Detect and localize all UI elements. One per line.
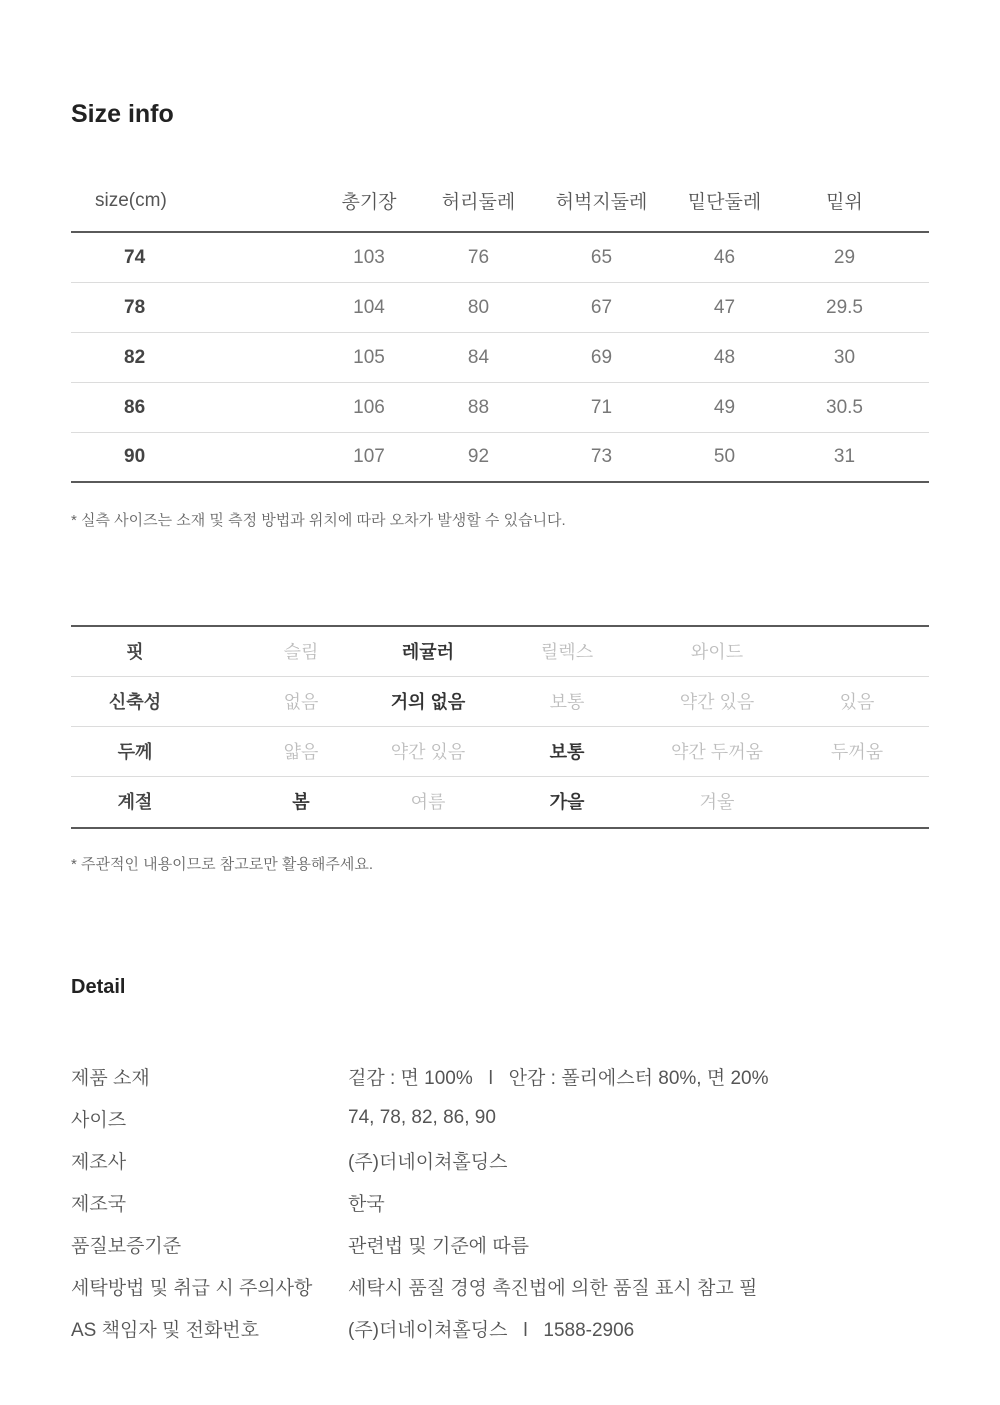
rise-value: 30.5	[826, 396, 863, 418]
detail-list	[71, 1055, 929, 1349]
hem-value: 49	[713, 396, 736, 418]
fit-option-selected: 레귤러	[401, 642, 455, 662]
detail-row-quality	[71, 1223, 929, 1265]
detail-value: (주)더네이쳐홀딩스 l 1588-2906	[348, 1319, 635, 1341]
table-row	[71, 433, 929, 483]
table-row	[71, 333, 929, 383]
waist-value: 76	[467, 246, 490, 268]
header-thigh: 허벅지둘레	[555, 192, 648, 213]
size-value: 86	[124, 396, 146, 418]
waist-value: 88	[467, 396, 490, 418]
total-length-value: 106	[353, 396, 385, 418]
size-note: * 실측 사이즈는 소재 및 측정 방법과 위치에 따라 오차가 발생할 수 있습니다.	[71, 512, 566, 529]
size-table	[71, 170, 929, 483]
season-option: 겨울	[699, 792, 735, 812]
stretch-option-selected: 거의 없음	[390, 692, 466, 712]
detail-value: (주)더네이쳐홀딩스	[348, 1151, 508, 1173]
thickness-option: 두꺼움	[830, 742, 884, 762]
detail-key: 제조국	[71, 1193, 127, 1215]
rise-value: 31	[833, 446, 856, 467]
hem-value: 50	[713, 446, 736, 467]
fit-option: 슬림	[283, 642, 319, 662]
detail-row-care	[71, 1265, 929, 1307]
detail-value: 세탁시 품질 경영 촉진법에 의한 품질 표시 참고 필	[348, 1277, 758, 1299]
thickness-label: 두께	[117, 742, 153, 762]
detail-row-material	[71, 1055, 929, 1097]
stretch-option: 보통	[549, 692, 585, 712]
table-row	[71, 233, 929, 283]
thigh-value: 69	[590, 346, 613, 368]
detail-row-manufacturer	[71, 1139, 929, 1181]
stretch-label: 신축성	[108, 692, 162, 712]
total-length-value: 103	[353, 246, 385, 268]
detail-title: Detail	[71, 976, 126, 998]
size-value: 90	[124, 446, 146, 467]
rise-value: 30	[833, 346, 856, 368]
fit-option: 릴렉스	[540, 642, 594, 662]
header-rise: 밑위	[826, 192, 863, 213]
header-total-length: 총기장	[341, 192, 397, 213]
fit-row-fit	[71, 627, 929, 677]
detail-key: 사이즈	[71, 1109, 127, 1131]
thickness-option-selected: 보통	[549, 742, 585, 762]
header-size: size(cm)	[95, 189, 167, 211]
rise-value: 29.5	[826, 296, 863, 318]
detail-key: 품질보증기준	[71, 1235, 182, 1257]
total-length-value: 107	[353, 446, 385, 467]
detail-row-country	[71, 1181, 929, 1223]
thickness-option: 약간 있음	[390, 742, 466, 762]
waist-value: 92	[467, 446, 490, 467]
detail-key: AS 책임자 및 전화번호	[71, 1319, 260, 1341]
detail-value: 74, 78, 82, 86, 90	[348, 1107, 496, 1128]
stretch-option: 약간 있음	[679, 692, 755, 712]
fit-table	[71, 625, 929, 829]
fit-option: 와이드	[690, 642, 744, 662]
header-hem: 밑단둘레	[687, 192, 762, 213]
fit-row-stretch	[71, 677, 929, 727]
detail-row-size	[71, 1097, 929, 1139]
size-value: 74	[124, 246, 146, 268]
season-option-selected: 가을	[549, 792, 585, 812]
thigh-value: 67	[590, 296, 613, 318]
fit-row-season	[71, 777, 929, 827]
size-value: 82	[124, 346, 146, 368]
header-waist: 허리둘레	[441, 192, 516, 213]
thickness-option: 얇음	[283, 742, 319, 762]
total-length-value: 105	[353, 346, 385, 368]
stretch-option: 있음	[839, 692, 875, 712]
detail-value: 한국	[348, 1193, 385, 1215]
detail-row-as	[71, 1307, 929, 1349]
detail-key: 제조사	[71, 1151, 127, 1173]
hem-value: 46	[713, 246, 736, 268]
season-label: 계절	[117, 792, 153, 812]
hem-value: 48	[713, 346, 736, 368]
thigh-value: 73	[590, 446, 613, 467]
table-row	[71, 283, 929, 333]
fit-label: 핏	[126, 642, 144, 662]
size-table-header	[71, 170, 929, 233]
hem-value: 47	[713, 296, 736, 318]
thickness-option: 약간 두꺼움	[671, 742, 763, 762]
thigh-value: 71	[590, 396, 613, 418]
size-info-title: Size info	[71, 100, 174, 128]
rise-value: 29	[833, 246, 856, 268]
size-value: 78	[124, 296, 146, 318]
fit-row-thickness	[71, 727, 929, 777]
season-option: 여름	[410, 792, 446, 812]
total-length-value: 104	[353, 296, 385, 318]
season-option-selected: 봄	[292, 792, 310, 812]
waist-value: 80	[467, 296, 490, 318]
detail-value: 관련법 및 기준에 따름	[348, 1235, 530, 1257]
table-row	[71, 383, 929, 433]
detail-key: 제품 소재	[71, 1067, 150, 1089]
fit-note: * 주관적인 내용이므로 참고로만 활용해주세요.	[71, 856, 373, 873]
detail-value: 겉감 : 면 100% l 안감 : 폴리에스터 80%, 면 20%	[348, 1067, 769, 1089]
detail-key: 세탁방법 및 취급 시 주의사항	[71, 1277, 313, 1299]
waist-value: 84	[467, 346, 490, 368]
thigh-value: 65	[590, 246, 613, 268]
stretch-option: 없음	[283, 692, 319, 712]
